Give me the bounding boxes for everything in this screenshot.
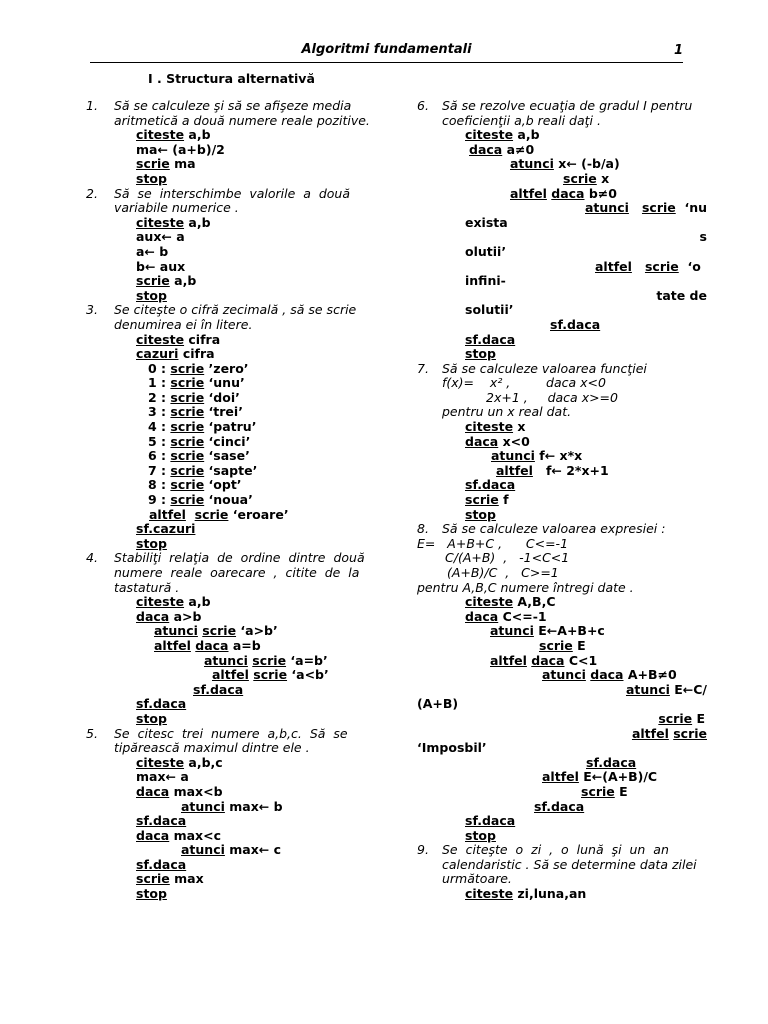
keyword: altfel [154, 637, 191, 653]
code-text: max<b [169, 783, 223, 799]
code-text: ‘o [678, 258, 701, 274]
problem-statement: calendaristic . Să se determine data zilei [442, 856, 697, 872]
keyword: atunci [510, 156, 554, 172]
code-text: C<=-1 [498, 608, 547, 624]
code-text: E [572, 637, 586, 653]
case-value: ‘sapte’ [204, 462, 258, 478]
code-text: a,b [184, 594, 211, 610]
code-text: zi,luna,an [513, 886, 587, 902]
code-text: a,b [184, 127, 211, 143]
problem-statement: Să se interschimbe valorile a două [114, 185, 351, 201]
problem-statement: Se citeşte o cifră zecimală , să se scrie [114, 302, 357, 318]
keyword: sf.daca [465, 477, 516, 493]
code-text: C<1 [564, 652, 598, 668]
code-text: f← x*x [534, 448, 583, 464]
code-text: cifra [184, 331, 221, 347]
keyword: daca [195, 637, 229, 653]
keyword: atunci [181, 798, 225, 814]
code-text: x<0 [498, 433, 530, 449]
right-column [417, 99, 707, 902]
code-text: E←A+B+c [533, 623, 605, 639]
keyword: stop [465, 506, 496, 522]
problem-statement: denumirea ei în litere. [114, 316, 253, 332]
keyword: scrie [644, 258, 679, 274]
code-text: A,B,C [513, 594, 556, 610]
keyword: altfel [490, 652, 527, 668]
problem-statement: pentru un x real dat. [442, 404, 572, 420]
code-text: tate de [656, 287, 707, 303]
problem-number: 1. [86, 98, 98, 113]
keyword: altfel [631, 725, 669, 741]
problem-statement: variabile numerice . [114, 200, 239, 216]
keyword: citeste [465, 127, 514, 143]
keyword: scrie [170, 389, 205, 405]
code-text: solutii’ [465, 302, 514, 318]
case-value: ‘trei’ [204, 404, 243, 420]
keyword: sf.daca [193, 681, 244, 697]
code-text: E [614, 783, 628, 799]
code-text: E←(A+B)/C [578, 769, 658, 785]
case-value: ‘opt’ [204, 477, 242, 493]
case-value: ‘patru’ [204, 419, 257, 435]
keyword: cazuri [136, 346, 179, 362]
keyword: altfel [212, 667, 249, 683]
code-text: x [596, 170, 610, 186]
case-label: 6 : [148, 448, 171, 464]
problem-2 [86, 187, 376, 304]
problem-number: 2. [86, 185, 98, 201]
problem-statement: următoare. [442, 871, 512, 887]
header-title: Algoritmi fundamentali [301, 42, 472, 57]
keyword: stop [136, 170, 167, 186]
case-label: 8 : [148, 477, 171, 493]
left-column [86, 99, 376, 902]
problem-statement: coeficienţii a,b reali daţi . [442, 112, 601, 128]
keyword: stop [136, 710, 167, 726]
problem-statement: f(x)= x² , daca x<0 [442, 375, 606, 391]
code-text: max [169, 871, 204, 887]
case-label: 9 : [148, 492, 171, 508]
problem-statement: C/(A+B) , -1<C<1 [445, 550, 570, 566]
keyword: daca [465, 433, 499, 449]
keyword: atunci [542, 667, 586, 683]
problem-statement: 2x+1 , daca x>=0 [486, 389, 618, 405]
code-text: cifra [178, 346, 215, 362]
keyword: scrie [539, 637, 573, 653]
problem-statement: Să se rezolve ecuaţia de gradul I pentru [442, 98, 693, 113]
problem-statement: Să se calculeze valoarea expresiei : [442, 521, 666, 537]
keyword: daca [136, 827, 170, 843]
code-text: a,b [169, 273, 197, 289]
problem-number: 9. [417, 842, 429, 858]
problem-number: 6. [417, 98, 429, 113]
keyword: citeste [136, 331, 185, 347]
code-text: a>b [169, 608, 202, 624]
problem-statement: Să se calculeze valoarea funcţiei [442, 360, 647, 376]
problem-statement: E= A+B+C , C<=-1 [417, 535, 569, 551]
problem-statement: numere reale oarecare , citite de la [114, 565, 360, 580]
keyword: stop [465, 346, 496, 362]
keyword: scrie [465, 492, 499, 508]
case-value: ‘sase’ [204, 448, 250, 464]
keyword: atunci [181, 842, 225, 858]
case-label: 7 : [148, 462, 171, 478]
problem-statement: Stabiliţi relaţia de ordine dintre două [114, 550, 365, 566]
problem-number: 8. [417, 521, 429, 537]
keyword: daca [465, 608, 499, 624]
keyword: daca [136, 783, 170, 799]
problem-6 [417, 99, 707, 362]
keyword: scrie [658, 710, 693, 726]
problem-number: 5. [86, 725, 98, 741]
keyword: stop [136, 287, 167, 303]
code-text: E [692, 710, 705, 726]
keyword: daca [469, 141, 503, 157]
problem-9 [417, 843, 707, 901]
problem-statement: aritmetică a două numere reale pozitive. [114, 112, 370, 128]
code-text: ‘Imposbil’ [417, 740, 487, 756]
problem-number: 4. [86, 550, 98, 566]
keyword: scrie [170, 375, 205, 391]
keyword: sf.cazuri [136, 521, 196, 537]
case-value: ’zero’ [204, 360, 249, 376]
code-text: a,b,c [184, 754, 223, 770]
keyword: altfel [542, 769, 579, 785]
code-text: infini- [465, 273, 506, 289]
code-text: max← a [136, 769, 189, 785]
code-text: ‘a=b’ [286, 652, 328, 668]
code-text: b← aux [136, 258, 186, 274]
problem-number: 7. [417, 360, 429, 376]
keyword: scrie [170, 492, 205, 508]
code-text: (A+B) [417, 696, 459, 712]
problem-5 [86, 727, 376, 902]
code-text: ‘a>b’ [236, 623, 278, 639]
code-text: f← 2*x+1 [532, 462, 609, 478]
problem-8 [417, 522, 707, 843]
keyword: sf.daca [136, 813, 187, 829]
page-header [90, 42, 683, 63]
code-text: a=b [228, 637, 261, 653]
keyword: sf.daca [136, 856, 187, 872]
code-text: ‘a<b’ [287, 667, 329, 683]
keyword: atunci [204, 652, 248, 668]
case-value: ‘unu’ [204, 375, 245, 391]
keyword: altfel [149, 506, 186, 522]
code-text: s [699, 229, 707, 245]
problem-number: 3. [86, 302, 98, 318]
keyword: altfel [595, 258, 632, 274]
code-text: exista [465, 214, 508, 230]
problem-7 [417, 362, 707, 523]
keyword: citeste [465, 419, 514, 435]
code-text: ma← (a+b)/2 [136, 141, 225, 157]
keyword: scrie [202, 623, 237, 639]
keyword: scrie [170, 462, 205, 478]
keyword: atunci [625, 681, 670, 697]
code-text: x [513, 419, 526, 435]
code-text: b≠0 [584, 185, 617, 201]
keyword: citeste [136, 127, 185, 143]
keyword: stop [136, 886, 167, 902]
keyword: sf.daca [465, 813, 516, 829]
keyword: daca [531, 652, 565, 668]
problem-statement: Se citesc trei numere a,b,c. Să se [114, 725, 348, 741]
case-value: ‘cinci’ [204, 433, 251, 449]
keyword: citeste [465, 886, 514, 902]
problem-1 [86, 99, 376, 187]
keyword: atunci [491, 448, 535, 464]
case-label: 2 : [148, 389, 171, 405]
code-text: a← b [136, 243, 169, 259]
keyword: citeste [465, 594, 514, 610]
keyword: scrie [170, 419, 205, 435]
problem-statement: tipărească maximul dintre ele . [114, 740, 310, 756]
keyword: scrie [641, 200, 676, 216]
keyword: atunci [154, 623, 198, 639]
page-number: 1 [673, 43, 683, 58]
keyword: sf.daca [586, 754, 637, 770]
case-label: 4 : [148, 419, 171, 435]
case-label: 1 : [148, 375, 171, 391]
code-text: a,b [184, 214, 211, 230]
keyword: sf.daca [550, 316, 601, 332]
keyword: citeste [136, 594, 185, 610]
keyword: scrie [581, 783, 615, 799]
problem-statement: (A+B)/C , C>=1 [447, 565, 559, 580]
problem-3 [86, 303, 376, 551]
keyword: altfel [510, 185, 547, 201]
keyword: scrie [170, 477, 205, 493]
case-value: ‘noua’ [204, 492, 253, 508]
keyword: daca [551, 185, 585, 201]
problem-4 [86, 551, 376, 726]
code-text: x← (-b/a) [553, 156, 620, 172]
code-text: a,b [513, 127, 540, 143]
problem-statement: Se citeşte o zi , o lună şi un an [442, 842, 669, 858]
code-text: max← c [224, 842, 282, 858]
keyword: altfel [496, 462, 533, 478]
keyword: scrie [170, 360, 205, 376]
case-value: ‘eroare’ [228, 506, 289, 522]
code-text: E←C/ [669, 681, 707, 697]
code-text: ‘nu [675, 200, 707, 216]
code-text: max← b [224, 798, 283, 814]
keyword: scrie [136, 273, 170, 289]
code-text: max<c [169, 827, 221, 843]
keyword: citeste [136, 214, 185, 230]
keyword: scrie [252, 652, 287, 668]
keyword: atunci [585, 200, 629, 216]
problem-statement: Să se calculeze şi să se afişeze media [114, 98, 352, 113]
keyword: scrie [170, 433, 205, 449]
case-label: 5 : [148, 433, 171, 449]
keyword: citeste [136, 754, 185, 770]
code-text: olutii’ [465, 243, 507, 259]
keyword: atunci [490, 623, 534, 639]
problem-statement: tastatură . [114, 579, 180, 595]
case-label: 3 : [148, 404, 171, 420]
keyword: sf.daca [534, 798, 585, 814]
keyword: scrie [170, 448, 205, 464]
keyword: stop [465, 827, 496, 843]
case-label: 0 : [148, 360, 171, 376]
keyword: scrie [136, 871, 170, 887]
keyword: scrie [563, 170, 597, 186]
keyword: scrie [253, 667, 288, 683]
keyword: scrie [136, 156, 170, 172]
keyword: sf.daca [465, 331, 516, 347]
code-text: ma [169, 156, 196, 172]
keyword: scrie [170, 404, 205, 420]
keyword: daca [590, 667, 624, 683]
case-value: ‘doi’ [204, 389, 240, 405]
keyword: scrie [194, 506, 229, 522]
section-title: I . Structura alternativă [148, 71, 315, 86]
keyword: daca [136, 608, 170, 624]
keyword: scrie [673, 725, 707, 741]
code-text: A+B≠0 [623, 667, 677, 683]
keyword: stop [136, 535, 167, 551]
code-text: a≠0 [502, 141, 535, 157]
code-text: f [498, 492, 509, 508]
problem-statement: pentru A,B,C numere întregi date . [417, 579, 634, 595]
code-text: aux← a [136, 229, 185, 245]
keyword: sf.daca [136, 696, 187, 712]
